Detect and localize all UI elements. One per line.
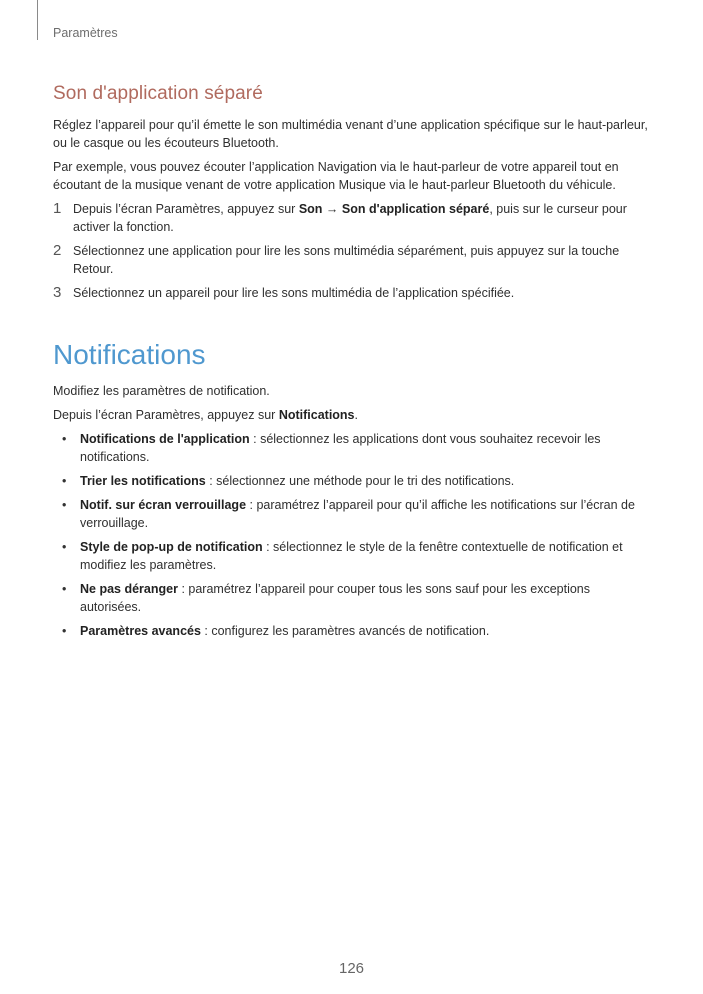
step-item — [53, 284, 653, 302]
option-term: Notifications de l'application — [80, 432, 250, 446]
option-desc: : sélectionnez les applications dont vous souhaitez recevoir les notifications. — [80, 432, 601, 464]
list-item — [53, 538, 653, 574]
step-number: 1 — [53, 200, 62, 217]
notifications-path — [53, 406, 653, 424]
step-text: Sélectionnez un appareil pour lire les sons multimédia de l’application spécifiée. — [73, 286, 515, 300]
list-item — [53, 430, 653, 466]
menu-path-son: Son — [298, 202, 323, 216]
bullet-text — [80, 580, 653, 616]
section-title-notifications: Notifications — [53, 339, 206, 370]
step-item — [53, 200, 653, 236]
step-text-part: Depuis l’écran Paramètres, appuyez sur — [73, 202, 299, 216]
bullet-icon: • — [62, 624, 67, 638]
step-text-part: , puis sur le curseur pour activer la fonction. — [73, 202, 627, 234]
notifications-intro: Modifiez les paramètres de notification. — [53, 384, 270, 398]
path-text-end: . — [354, 408, 358, 422]
bullet-icon: • — [62, 498, 67, 512]
step-text: Sélectionnez une application pour lire les sons multimédia séparément, puis appuyez sur la touche Retour. — [73, 244, 620, 276]
step-text — [73, 200, 653, 236]
option-desc: : sélectionnez une méthode pour le tri des notifications. — [205, 474, 515, 488]
option-desc: : paramétrez l’appareil pour couper tous les sons sauf pour les exceptions autorisées. — [80, 582, 590, 614]
list-item — [53, 472, 653, 490]
option-term: Style de pop-up de notification — [80, 540, 263, 554]
bullet-icon: • — [62, 474, 67, 488]
path-bold-notifications: Notifications — [278, 408, 355, 422]
step-number: 2 — [53, 242, 62, 259]
section-example: Par exemple, vous pouvez écouter l’application Navigation via le haut-parleur de votre appareil tout en écoutant de la musique venant de votre application Musique via le haut-parleur Bluetooth du véhicule. — [53, 160, 619, 192]
option-term: Paramètres avancés — [80, 624, 201, 638]
bullet-text — [80, 622, 489, 640]
option-term: Trier les notifications — [80, 474, 206, 488]
bullet-icon: • — [62, 582, 67, 596]
list-item — [53, 496, 653, 532]
list-item — [53, 622, 653, 640]
bullet-text — [80, 496, 653, 532]
menu-path-separate-sound: Son d'application séparé — [341, 202, 490, 216]
section-intro: Réglez l’appareil pour qu’il émette le son multimédia venant d’une application spécifique sur le haut-parleur, ou le casque ou les écouteurs Bluetooth. — [53, 118, 648, 150]
path-text: Depuis l’écran Paramètres, appuyez sur — [53, 408, 279, 422]
step-item — [53, 242, 653, 278]
option-desc: : sélectionnez le style de la fenêtre contextuelle de notification et modifiez les paramètres. — [80, 540, 623, 572]
bullet-text — [80, 538, 653, 574]
steps-list — [53, 200, 653, 302]
notifications-options-list — [53, 430, 653, 640]
header-rule — [37, 0, 38, 40]
option-desc: : configurez les paramètres avancés de notification. — [200, 624, 490, 638]
running-header: Paramètres — [53, 26, 118, 40]
arrow-separator: → — [322, 202, 342, 216]
bullet-icon: • — [62, 540, 67, 554]
bullet-text — [80, 430, 653, 466]
page-content — [53, 82, 653, 646]
option-term: Notif. sur écran verrouillage — [80, 498, 247, 512]
list-item — [53, 580, 653, 616]
bullet-icon: • — [62, 432, 67, 446]
section-title-separate-app-sound: Son d'application séparé — [53, 83, 263, 104]
page-number: 126 — [338, 960, 365, 977]
bullet-text — [80, 472, 514, 490]
option-desc: : paramétrez l’appareil pour qu’il affiche les notifications sur l’écran de verrouillage. — [80, 498, 635, 530]
option-term: Ne pas déranger — [80, 582, 178, 596]
step-number: 3 — [53, 284, 62, 301]
